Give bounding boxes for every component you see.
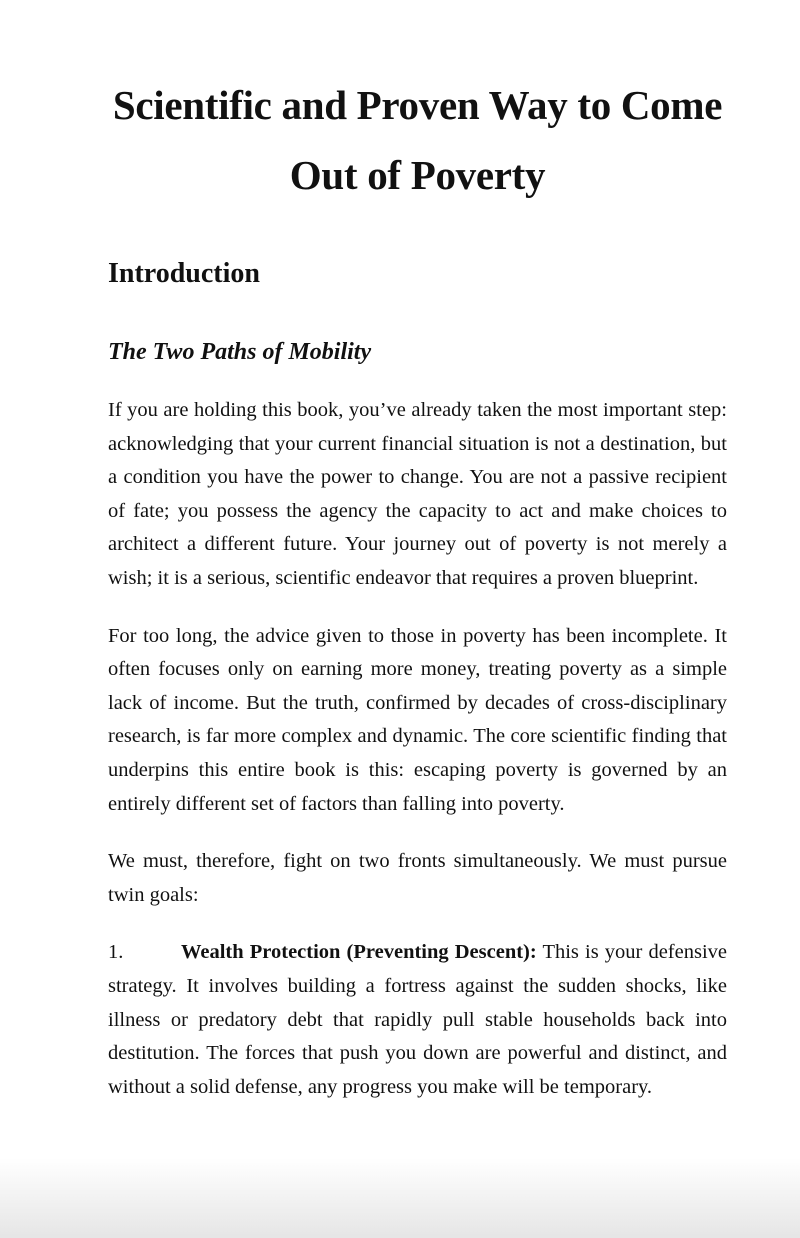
bottom-fade — [0, 1158, 800, 1238]
list-item — [108, 936, 727, 1104]
paragraph: We must, therefore, fight on two fronts simultaneously. We must pursue twin goals: — [108, 850, 727, 906]
paragraph: For too long, the advice given to those in poverty has been incomplete. It often focuses only on earning more money, treating poverty as a simple lack of income. But the truth, confirmed by decades of cross-disciplinary research, is far more complex and dynamic. The core scientific finding that underpins this entire book is this: escaping poverty is governed by an entirely different set of factors than falling into poverty. — [108, 624, 727, 815]
list-item-text: This is your defensive strategy. It involves building a fortress against the sudden shocks, like illness or predatory debt that rapidly pull stable households back into destitution. The forces that push you down are powerful and distinct, and without a solid defense, any progress you make will be temporary. — [108, 941, 728, 1098]
list-number: 1. — [108, 941, 124, 964]
list-item-term: Wealth Protection (Preventing Descent): — [181, 941, 537, 964]
book-title: Scientific and Proven Way to Come Out of Poverty — [112, 82, 723, 198]
document-page — [108, 70, 727, 1104]
section-subtitle: The Two Paths of Mobility — [108, 339, 372, 365]
chapter-heading: Introduction — [108, 258, 260, 289]
paragraph: If you are holding this book, you’ve already taken the most important step: acknowledging that your current financial situation is not a destination, but a condition you have the power to change. You are not a passive recipient of fate; you possess the agency the capacity to act and make choices to architect a different future. Your journey out of poverty is not merely a wish; it is a serious, scientific endeavor that requires a proven blueprint. — [108, 399, 727, 589]
